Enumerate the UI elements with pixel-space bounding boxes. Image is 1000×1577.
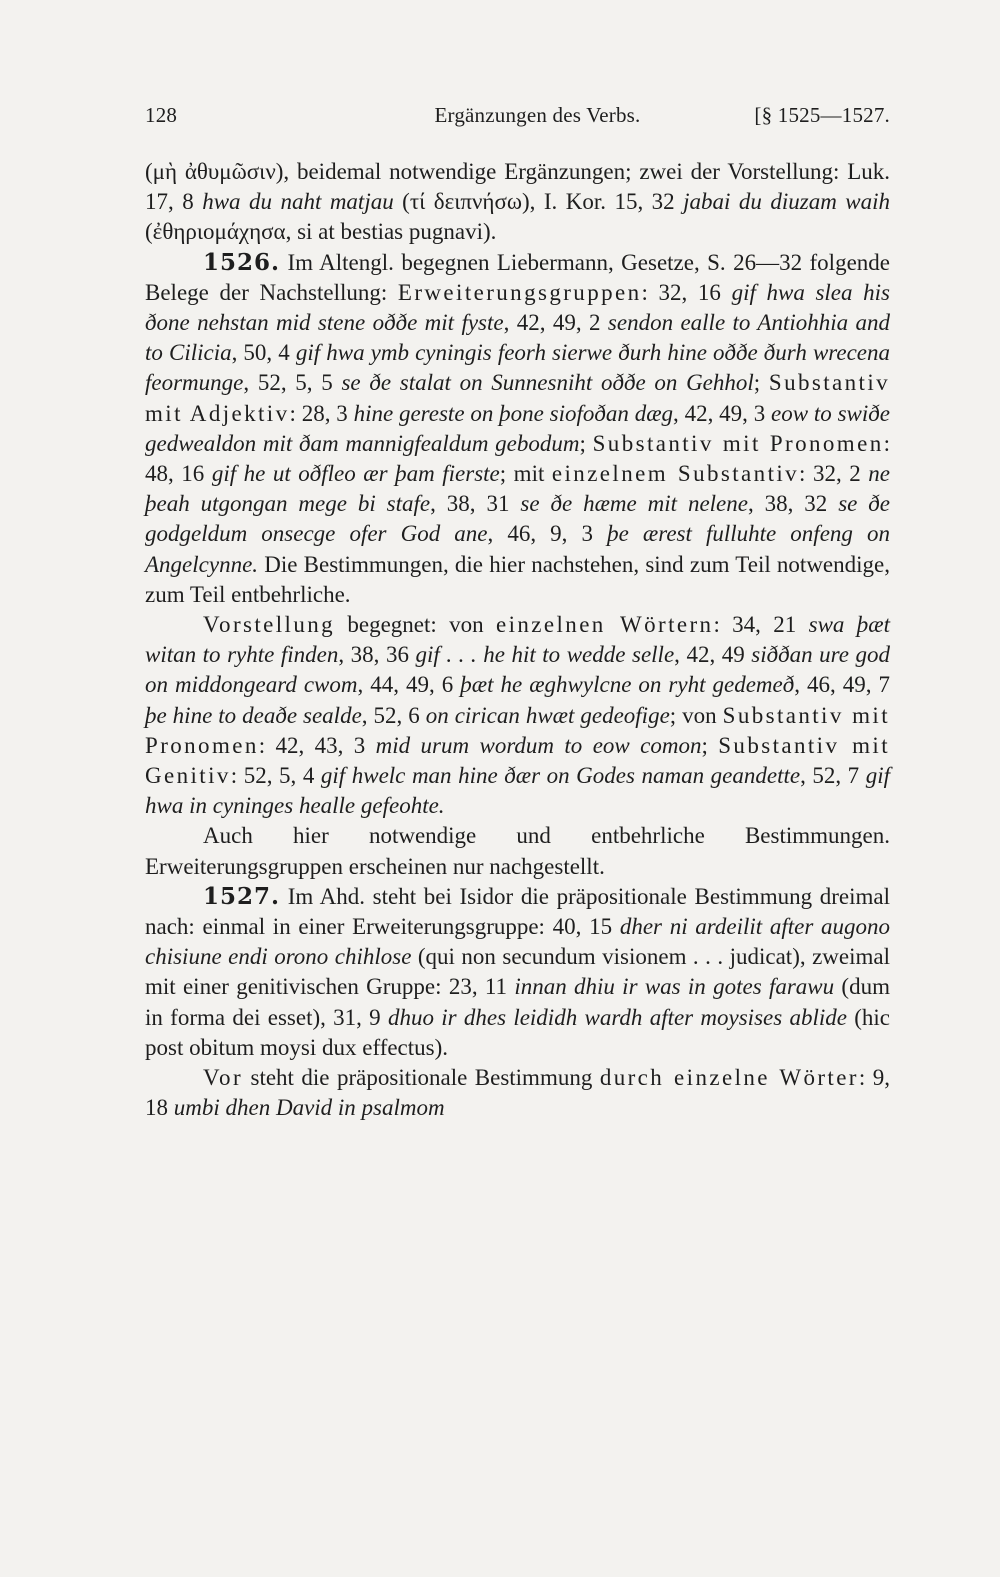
paragraph-vor: Vor steht die präpositionale Bestimmung durch einzelne Wörter: 9, 18 umbi dhen David in psalmom	[145, 1065, 890, 1121]
paragraph-1526: 1526. Im Altengl. begegnen Liebermann, Gesetze, S. 26—32 folgende Belege der Nachstellung: Erweiterungsgruppen: 32, 16 gif hwa slea his ðone nehstan mid stene oððe mit fyste, 42, 49, 2 sendon ealle to Antiohhia and to Cilicia, 50, 4 gif hwa ymb cyningis feorh sierwe ðurh hine oððe ðurh wrecena feormunge, 52, 5, 5 se ðe stalat on Sunnesniht oððe on Gehhol; Substantiv mit Adjektiv: 28, 3 hine gereste on þone siofoðan dæg, 42, 49, 3 eow to swiðe gedwealdon mit ðam mannigfealdum gebodum; Substantiv mit Pronomen: 48, 16 gif he ut oðfleo ær þam fierste; mit einzelnem Substantiv: 32, 2 ne þeah utgongan mege bi stafe, 38, 31 se ðe hæme mit nelene, 38, 32 se ðe godgeldum onsecge ofer God ane, 46, 9, 3 þe ærest fulluhte onfeng on Angelcynne. Die Bestimmungen, die hier nachstehen, sind zum Teil notwendige, zum Teil entbehrliche.	[145, 248, 891, 607]
paragraph-continuation: (μὴ ἀθυμῶσιν), beidemal notwendige Ergänzungen; zwei der Vorstellung: Luk. 17, 8 hwa du naht matjau (τί δειπνήσω), I. Kor. 15, 32 jabai du diuzam waih (ἐθηριομάχησα, si at bestias pugnavi).	[145, 159, 891, 245]
running-header	[145, 103, 890, 133]
section-number-1526: 1526.	[203, 248, 281, 276]
paragraph-auch: Auch hier notwendige und entbehrliche Bestimmungen. Erweiterungsgruppen erscheinen nur nachgestellt.	[145, 823, 890, 879]
section-range: [§ 1525—1527.	[754, 103, 890, 127]
running-title: Ergänzungen des Verbs.	[434, 103, 641, 127]
text-body	[145, 157, 890, 1124]
page-number: 128	[145, 103, 178, 127]
section-number-1527: 1527.	[203, 882, 281, 910]
paragraph-1527: 1527. Im Ahd. steht bei Isidor die präpositionale Bestimmung dreimal nach: einmal in einer Erweiterungsgruppe: 40, 15 dher ni ardeilit after augono chisiune endi orono chihlose (qui non secundum visionem . . . judicat), zweimal mit einer genitivischen Gruppe: 23, 11 innan dhiu ir was in gotes farawu (dum in forma dei esset), 31, 9 dhuo ir dhes leididh wardh after moysises ablide (hic post obitum moysi dux effectus).	[145, 882, 891, 1060]
paragraph-vorstellung: Vorstellung begegnet: von einzelnen Wörtern: 34, 21 swa þæt witan to ryhte finden, 38, 36 gif . . . he hit to wedde selle, 42, 49 siððan ure god on middongeard cwom, 44, 49, 6 þæt he æghwylcne on ryht gedemeð, 46, 49, 7 þe hine to deaðe sealde, 52, 6 on cirican hwæt gedeofige; von Substantiv mit Pronomen: 42, 43, 3 mid urum wordum to eow comon; Substantiv mit Genitiv: 52, 5, 4 gif hwelc man hine ðær on Godes naman geandette, 52, 7 gif hwa in cyninges healle gefeohte.	[145, 612, 891, 819]
